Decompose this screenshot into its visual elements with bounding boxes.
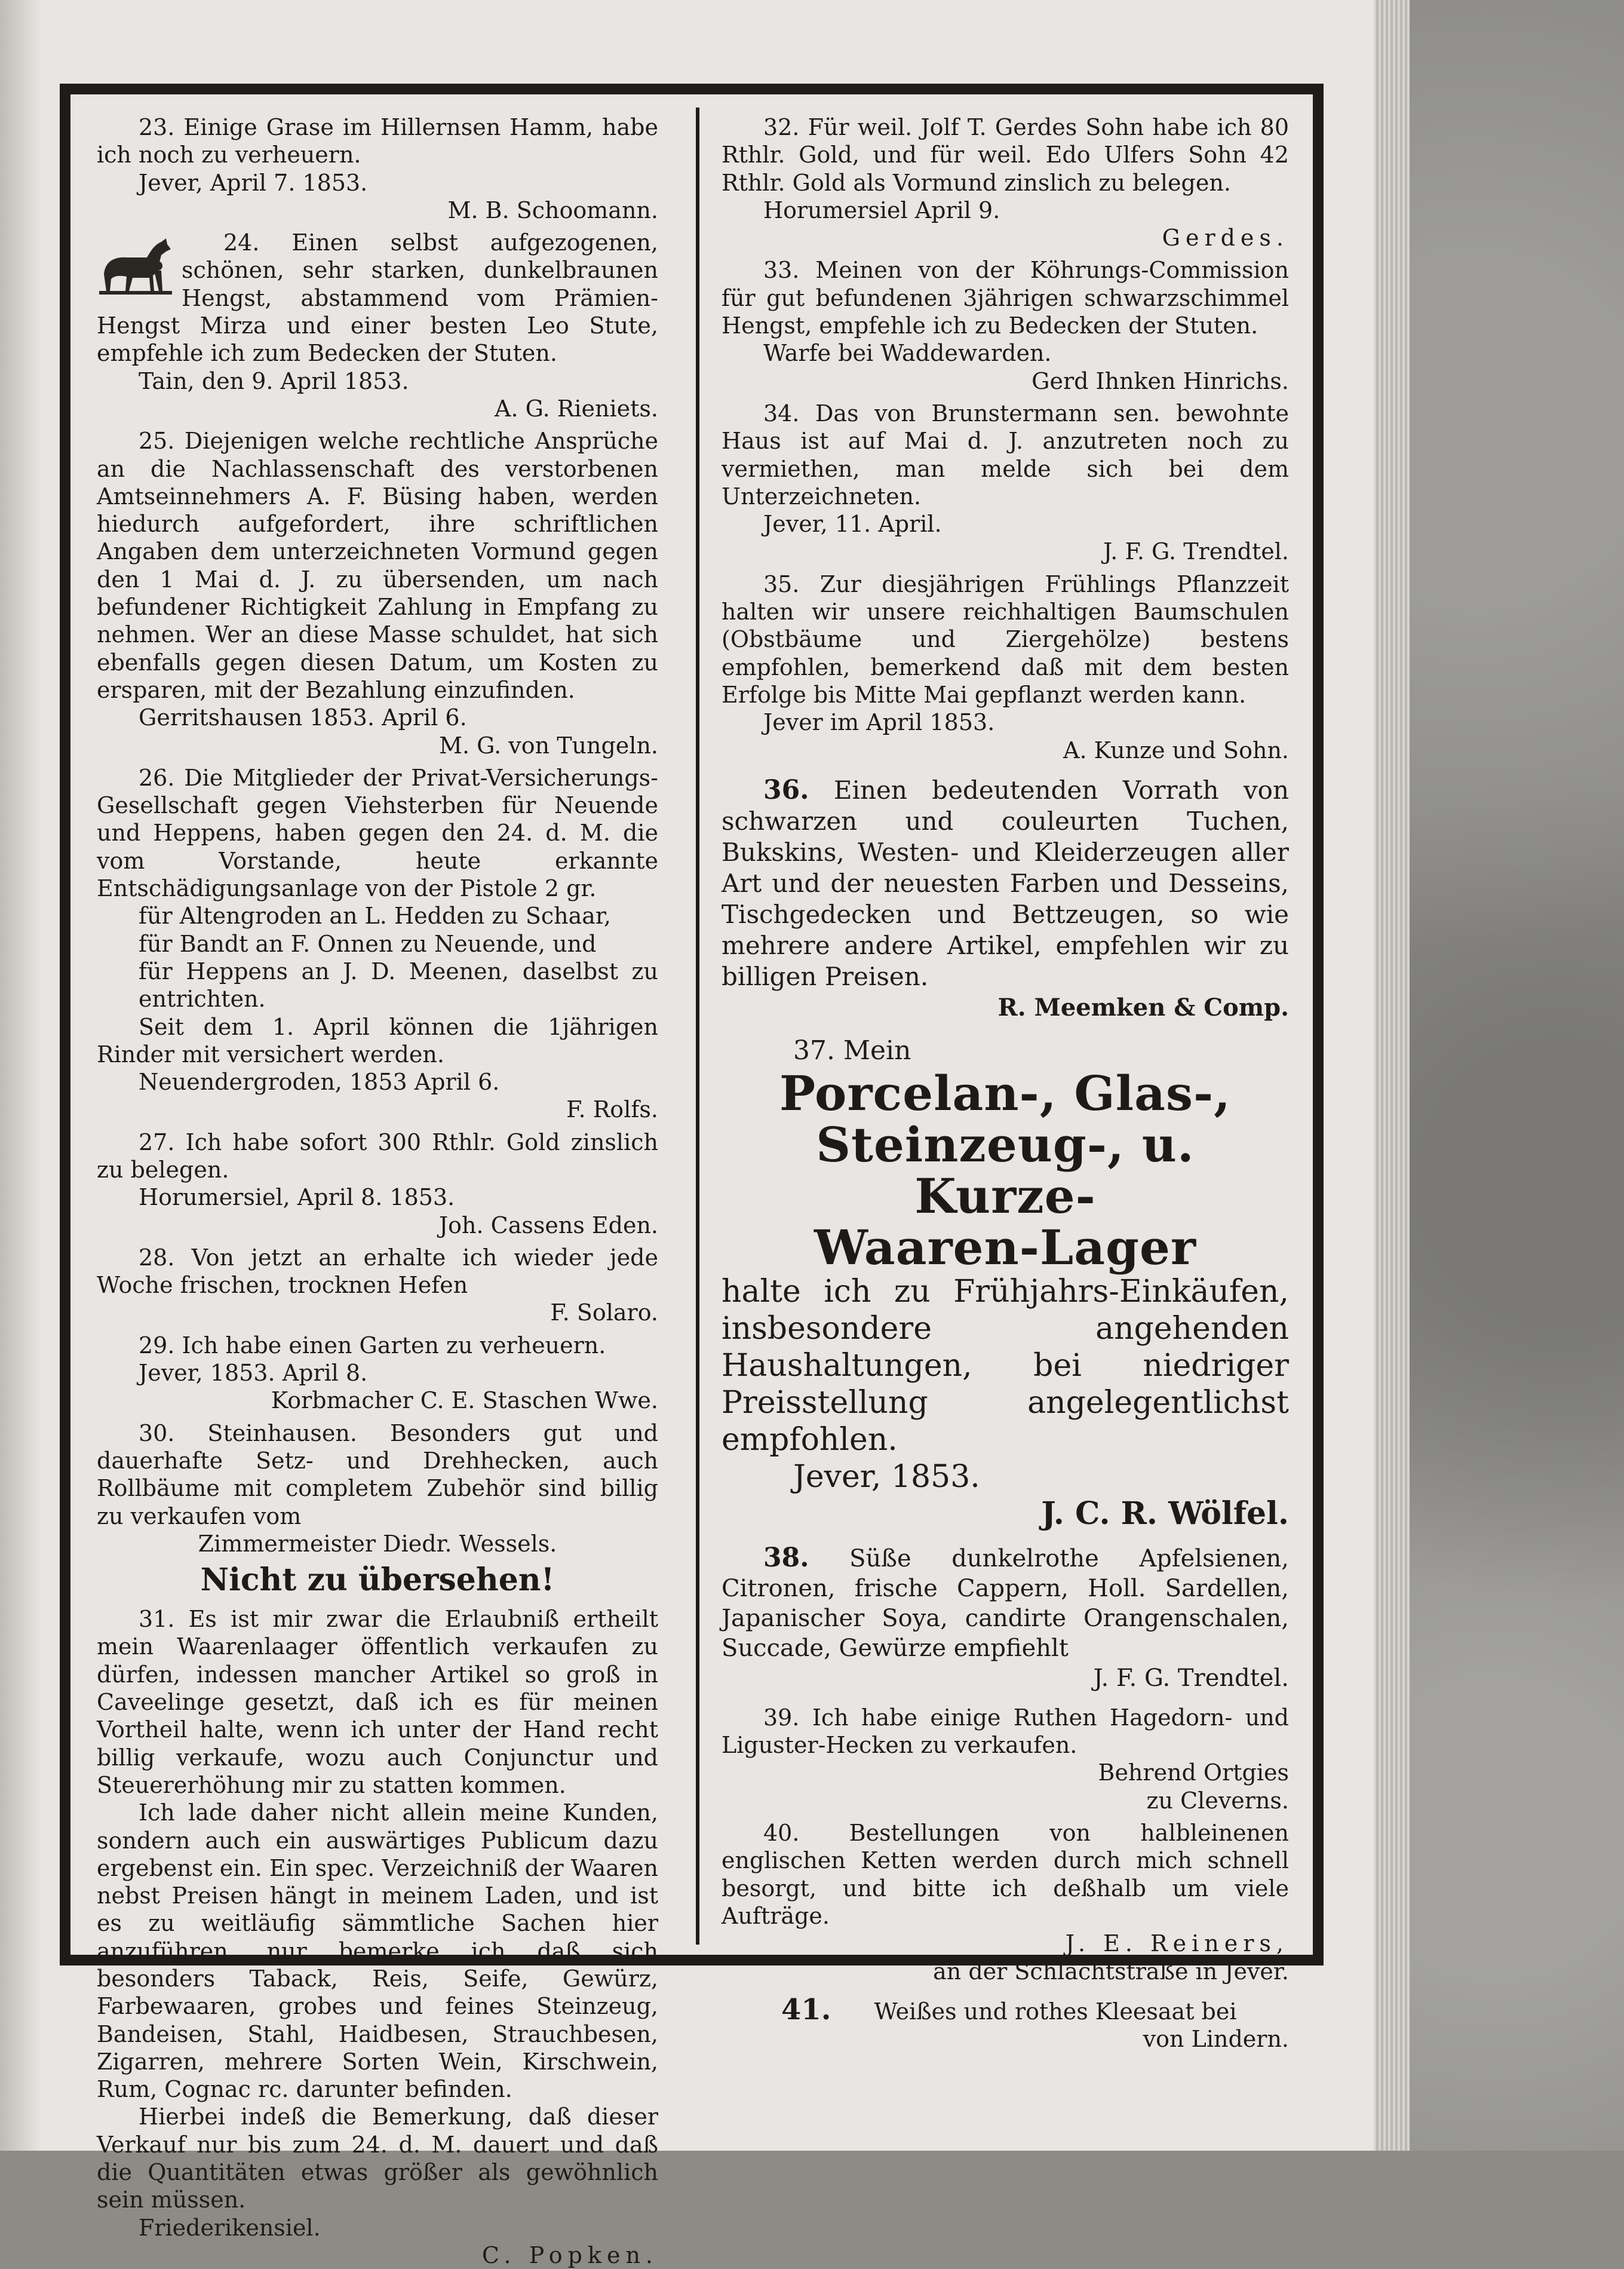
notice-signature: M. B. Schoomann. [447,197,658,223]
notice-number: 41. [781,1992,831,2026]
notice-signature: Korbmacher C. E. Staschen Wwe. [271,1387,658,1414]
page-edge-stack [1374,0,1410,2151]
notice-40 [722,1819,1289,1985]
notice-place: Friederikensiel. [139,2214,321,2241]
notice-25 [97,427,658,759]
notice-signature-place: zu Cleverns. [1146,1787,1289,1814]
notice-text: 28. Von jetzt an erhalte ich wieder jede Woche frischen, trocknen Hefen [97,1244,658,1299]
notice-text: Einen bedeutenden Vorrath von schwarzen und couleurten Tuchen, Bukskins, Westen- und Kleiderzeugen aller Art und der neuesten Farben und Desseins, Tischgedecken und Bettzeugen, so wie mehrere andere Artikel, empfehlen wir zu billigen Preisen. [722,775,1289,991]
notice-signature: F. Solaro. [550,1299,658,1326]
notice-text-2: Seit dem 1. April können die 1jährigen Rinder mit versichert werden. [97,1013,658,1068]
notice-26 [97,764,658,1124]
notice-signature: M. G. von Tungeln. [439,732,658,759]
notice-place: Horumersiel April 9. [763,197,1000,223]
page-gutter-shadow [0,0,42,2151]
horse-icon [97,231,174,297]
notice-28 [97,1244,658,1327]
notice-signature: J. E. Reiners, [1065,1930,1289,1957]
notice-text: 32. Für weil. Jolf T. Gerdes Sohn habe ich 80 Rthlr. Gold, und für weil. Edo Ulfers Sohn 42 Rthlr. Gold als Vormund zinslich zu belegen. [722,114,1289,196]
notice-signature: C. Popken. [481,2242,658,2268]
notice-text: 33. Meinen von der Köhrungs-Commission für gut befundenen 3jährigen schwarzschimmel Hengst, empfehle ich zu Bedecken der Stuten. [722,257,1289,339]
notice-line: für Altengroden an L. Hedden zu Schaar, [139,903,612,930]
notice-text: 24. Einen selbst aufgezogenen, schönen, sehr starken, dunkelbraunen Hengst, abstammend vom Prämien-Hengst Mirza und einer besten Leo Stute, empfehle ich zum Bedecken der Stuten. [97,229,658,367]
notice-title-line: Porcelan-, Glas-, [779,1065,1232,1121]
notice-text: Weißes und rothes Kleesaat bei [874,1998,1237,2025]
notice-signature: A. Kunze und Sohn. [1063,737,1289,764]
notice-text: 31. Es ist mir zwar die Erlaubniß ertheilt mein Waarenlaager öffentlich verkaufen zu dürfen, indessen mancher Artikel so groß in Caveelinge gesetzt, daß ich es für meinen Vortheil halte, wenn ich unter der Hand recht billig verkaufe, wozu auch Conjunctur und Steuererhöhung mir zu statten kommen. [97,1606,658,1798]
notice-signature: J. F. G. Trendtel. [1093,1664,1289,1692]
notice-place: Tain, den 9. April 1853. [139,367,409,394]
notice-line: für Heppens an J. D. Meenen, daselbst zu entrichten. [139,958,658,1013]
notice-place: Horumersiel, April 8. 1853. [139,1184,455,1211]
right-column [722,114,1289,2053]
notice-line: für Bandt an F. Onnen zu Neuende, und [139,930,597,957]
notice-signature: von Lindern. [1143,2026,1289,2053]
notice-32 [722,114,1289,252]
notice-signature: A. G. Rieniets. [495,395,658,422]
notice-text: Süße dunkelrothe Apfelsienen, Citronen, frische Cappern, Holl. Sardellen, Japanischer Soya, candirte Orangenschalen, Succade, Gewürze empfiehlt [722,1544,1289,1662]
notice-37 [722,1034,1289,1532]
notice-signature: F. Rolfs. [566,1096,658,1123]
notice-24 [97,229,658,422]
notice-text: 39. Ich habe einige Ruthen Hagedorn- und Liguster-Hecken zu verkaufen. [722,1704,1289,1759]
notice-36 [722,775,1289,1023]
notice-38 [722,1543,1289,1693]
notice-text: 26. Die Mitglieder der Privat-Versicherungs-Gesellschaft gegen Viehsterben für Neuende und Heppens, haben gegen den 24. d. M. die vom Vorstande, heute erkannte Entschädigungsanlage von der Pistole 2 gr. [97,764,658,902]
notice-text: 29. Ich habe einen Garten zu verheuern. [139,1332,606,1359]
notice-33 [722,256,1289,394]
notice-signature: R. Meemken & Comp. [997,993,1289,1022]
notice-text: 35. Zur diesjährigen Frühlings Pflanzzeit halten wir unsere reichhaltigen Baumschulen (Obstbäume und Ziergehölze) bestens empfohlen, bemerkend daß mit dem besten Erfolge bis Mitte Mai gepflanzt werden kann. [722,571,1289,708]
notice-27 [97,1129,658,1239]
notice-41 [722,1992,1289,2053]
notice-title-line: Waaren-Lager [813,1219,1197,1275]
notice-signature: J. F. G. Trendtel. [1103,538,1289,565]
left-column [97,114,658,2269]
notice-place: Neuendergroden, 1853 April 6. [139,1069,500,1096]
notice-signature: Behrend Ortgies [1098,1759,1289,1786]
notice-title-line: Steinzeug-, u. Kurze- [816,1116,1195,1224]
notice-text: 27. Ich habe sofort 300 Rthlr. Gold zinslich zu belegen. [97,1129,658,1183]
notice-place: Jever, April 7. 1853. [139,169,368,196]
column-divider [696,108,699,1945]
notice-23 [97,114,658,224]
notice-39 [722,1704,1289,1814]
notice-text: 34. Das von Brunstermann sen. bewohnte Haus ist auf Mai d. J. anzutreten noch zu vermiethen, man melde sich bei dem Unterzeichneten. [722,400,1289,510]
notice-text: 23. Einige Grase im Hillernsen Hamm, habe ich noch zu verheuern. [97,114,658,168]
notice-signature: J. C. R. Wölfel. [1041,1495,1289,1532]
notice-place: Jever im April 1853. [763,709,995,736]
notice-signature: Zimmermeister Diedr. Wessels. [198,1530,557,1557]
notice-text: 25. Diejenigen welche rechtliche Ansprüche an die Nachlassenschaft des verstorbenen Amtseinnehmers A. F. Büsing haben, werden hiedurch aufgefordert, ihre schriftlichen Angaben dem unterzeichneten Vormund gegen den 1 Mai d. J. zu übersenden, um nach befundener Richtigkeit Zahlung in Empfang zu nehmen. Wer an diese Masse schuldet, hat sich ebenfalls gegen diesen Datum, um Kosten zu ersparen, mit der Bezahlung einzufinden. [97,428,658,703]
notice-signature: Gerdes. [1162,225,1289,252]
headline-nicht-zu-uebersehen: Nicht zu übersehen! [200,1562,555,1599]
notice-place: Gerritshausen 1853. April 6. [139,704,467,731]
notice-text: 30. Steinhausen. Besonders gut und dauerhafte Setz- und Drehhecken, auch Rollbäume mit completem Zubehör sind billig zu verkaufen vom [97,1419,658,1529]
notice-place: Jever, 1853. [793,1458,980,1495]
marbled-book-cover [1410,0,1624,2151]
notice-30 [97,1419,658,1557]
notice-29 [97,1332,658,1415]
notice-signature: Joh. Cassens Eden. [438,1212,658,1238]
notice-signature: Gerd Ihnken Hinrichs. [1031,367,1289,394]
notice-31 [97,1605,658,2269]
notice-number: 38. [763,1542,809,1573]
notice-text: 40. Bestellungen von halbleinenen englischen Ketten werden durch mich schnell besorgt, und bitte ich deßhalb um viele Aufträge. [722,1820,1289,1929]
notice-number: 36. [763,774,809,805]
notice-text-2: Ich lade daher nicht allein meine Kunden, sondern auch ein auswärtiges Publicum dazu ergebenst ein. Ein spec. Verzeichniß der Waaren nebst Preisen hängt in meinem Laden, und ist es zu weitläufig sämmtliche Sachen hier anzuführen, nur bemerke ich daß sich besonders Taback, Reis, Seife, Gewürz, Farbewaaren, grobes und feines Steinzeug, Bandeisen, Stahl, Haidbesen, Strauchbesen, Zigarren, mehrere Sorten Wein, Kirschwein, Rum, Cognac rc. darunter befinden. [97,1799,658,2103]
notice-text-3: Hierbei indeß die Bemerkung, daß dieser Verkauf nur bis zum 24. d. M. dauert und daß die Quantitäten etwas größer als gewöhnlich sein müssen. [97,2104,658,2213]
notice-35 [722,571,1289,764]
notice-signature-place: an der Schlachtstraße in Jever. [933,1958,1289,1985]
notice-34 [722,400,1289,566]
notice-place: Jever, 11. April. [763,511,942,538]
notice-text: halte ich zu Frühjahrs-Einkäufen, insbesondere angehenden Haushaltungen, bei niedriger Preisstellung angelegentlichst empfohlen. [722,1273,1289,1458]
notice-place: Warfe bei Waddewarden. [763,340,1052,367]
notice-lead: 37. Mein [793,1035,911,1066]
notice-place: Jever, 1853. April 8. [139,1360,368,1387]
